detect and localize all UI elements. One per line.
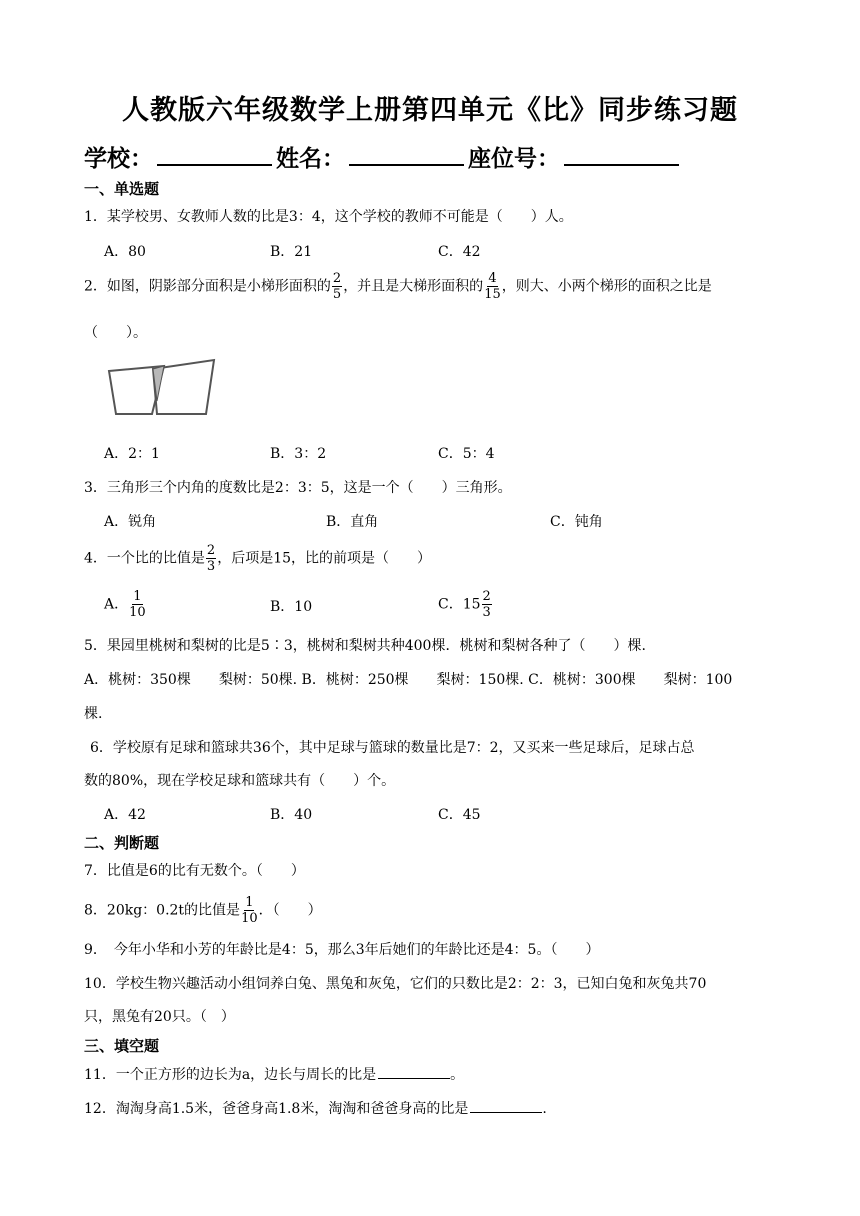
question-12: [84, 1098, 547, 1118]
q4-option-a-label: A．: [104, 596, 129, 613]
q5-options[interactable]: A．桃树：350棵 梨树：50棵. B．桃树：250棵 梨树：150棵. C．桃树：300棵 梨树：100: [84, 672, 733, 688]
seat-label: 座位号：: [468, 146, 560, 172]
question-9: 9． 今年小华和小芳的年龄比是4：5，那么3年后她们的年龄比还是4：5。（ ）: [84, 942, 600, 958]
q11-text-post: 。: [450, 1067, 465, 1083]
question-6: 6．学校原有足球和篮球共36个，其中足球与篮球的数量比是7：2，又买来一些足球后，足球占总: [90, 740, 695, 756]
q2-option-c[interactable]: C．5：4: [438, 446, 495, 462]
q8-fraction: [241, 896, 258, 925]
page-title: 人教版六年级数学上册第四单元《比》同步练习题: [122, 95, 738, 126]
q2-option-b[interactable]: B．3：2: [270, 446, 327, 462]
question-1: 1．某学校男、女教师人数的比是3：4，这个学校的教师不可能是（ ）人。: [84, 209, 573, 225]
school-label: 学校：: [84, 146, 153, 172]
q8-text-post: ．（ ）: [258, 902, 322, 919]
section-heading-single-choice: 一、单选题: [84, 180, 160, 198]
q2-option-a[interactable]: A．2：1: [104, 446, 160, 462]
question-2-line-2: （ ）。: [84, 325, 147, 341]
q4-option-a-fraction: [129, 590, 146, 619]
q6-option-a[interactable]: A．42: [104, 807, 146, 823]
q2-text-mid: ，并且是大梯形面积的: [343, 278, 484, 295]
seat-blank[interactable]: [564, 144, 679, 166]
q12-answer-blank[interactable]: [470, 1100, 542, 1113]
q12-text-post: .: [542, 1101, 547, 1117]
q6-option-c[interactable]: C．45: [438, 807, 481, 823]
q4-fraction-den: 3: [206, 559, 216, 574]
q4-option-c-label: C．15: [438, 596, 481, 613]
q2-fraction-2: [484, 272, 501, 301]
question-3: 3．三角形三个内角的度数比是2：3：5，这是一个（ ）三角形。: [84, 480, 512, 496]
q2-fraction-2-den: 15: [484, 287, 501, 302]
section-heading-true-false: 二、判断题: [84, 834, 160, 852]
q2-text-pre: 2．如图，阴影部分面积是小梯形面积的: [84, 278, 331, 295]
q1-option-b[interactable]: B．21: [270, 244, 313, 260]
question-10-line-2: 只，黑兔有20只。（ ）: [84, 1009, 235, 1025]
trapezoid-figure: [104, 356, 220, 418]
q11-text-pre: 11．一个正方形的边长为a，边长与周长的比是: [84, 1067, 377, 1083]
q2-text-post: ，则大、小两个梯形的面积之比是: [501, 278, 712, 295]
question-7: 7．比值是6的比有无数个。（ ）: [84, 863, 305, 879]
q4-text-post: ，后项是15，比的前项是（ ）: [217, 550, 432, 567]
q6-option-b[interactable]: B．40: [270, 807, 313, 823]
q5-options-end: 棵.: [84, 706, 103, 722]
question-6-line-2: 数的80%，现在学校足球和篮球共有（ ）个。: [84, 773, 396, 789]
question-11: [84, 1064, 464, 1084]
q4-text-pre: 4．一个比的比值是: [84, 550, 205, 567]
q8-text-pre: 8．20kg：0.2t的比值是: [84, 902, 241, 919]
question-10: 10．学校生物兴趣活动小组饲养白兔、黑兔和灰兔，它们的只数比是2：2：3，已知白兔和灰兔共70: [84, 976, 707, 992]
name-label: 姓名：: [276, 146, 345, 172]
q1-option-a[interactable]: A．80: [104, 244, 146, 260]
q4-option-a[interactable]: [104, 590, 147, 619]
q2-fraction-1: [332, 272, 342, 301]
name-blank[interactable]: [349, 144, 464, 166]
q4-option-a-num: 1: [133, 589, 142, 604]
q3-option-c[interactable]: C．钝角: [550, 514, 603, 530]
q3-option-b[interactable]: B．直角: [326, 514, 379, 530]
question-8: [84, 896, 322, 925]
question-5: 5．果园里桃树和梨树的比是5∶3，桃树和梨树共种400棵．桃树和梨树各种了（ ）棵.: [84, 638, 646, 654]
q2-fraction-2-num: 4: [488, 271, 497, 286]
q2-fraction-1-den: 5: [332, 287, 342, 302]
school-blank[interactable]: [157, 144, 272, 166]
q4-option-a-den: 10: [129, 605, 146, 620]
q12-text-pre: 12．淘淘身高1.5米，爸爸身高1.8米，淘淘和爸爸身高的比是: [84, 1101, 469, 1117]
q8-fraction-num: 1: [245, 895, 254, 910]
q4-fraction-num: 2: [206, 543, 216, 558]
q2-fraction-1-num: 2: [332, 271, 342, 286]
q4-option-c-den: 3: [482, 605, 491, 620]
q11-answer-blank[interactable]: [378, 1066, 450, 1079]
question-2: [84, 272, 712, 301]
section-heading-fill-blank: 三、填空题: [84, 1037, 160, 1055]
q3-option-a[interactable]: A．锐角: [104, 514, 157, 530]
student-info-line: [84, 140, 683, 173]
q8-fraction-den: 10: [241, 911, 258, 926]
q4-option-c[interactable]: [438, 590, 493, 619]
q4-option-c-num: 2: [482, 589, 491, 604]
question-4: [84, 544, 431, 573]
q4-option-b[interactable]: B．10: [270, 599, 313, 615]
q4-fraction: [206, 544, 216, 573]
q1-option-c[interactable]: C．42: [438, 244, 481, 260]
q4-option-c-fraction: [482, 590, 492, 619]
